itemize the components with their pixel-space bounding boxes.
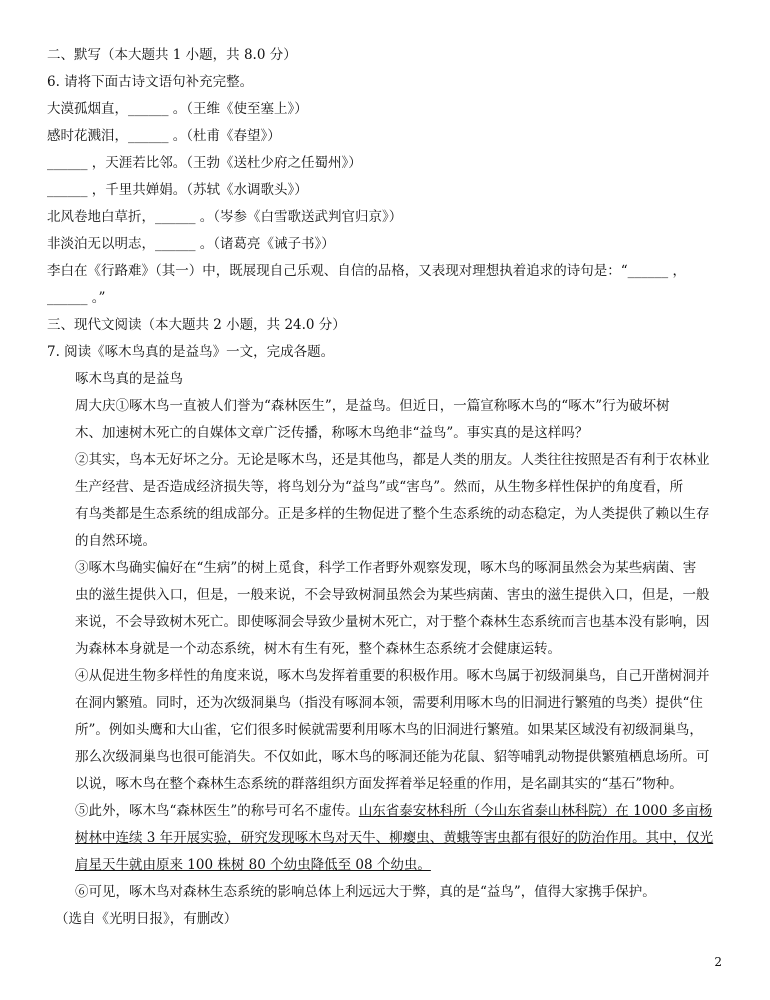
text-line [75,532,156,550]
text-line [75,748,710,766]
line-text: 在洞内繁殖。同时，还为次级洞巢鸟（指没有啄洞本领，需要利用啄木鸟的旧洞进行繁殖的鸟类）提供“住 [75,695,703,711]
text-line [75,613,710,631]
text-line [75,883,656,901]
line-text: ______ ，千里共婵娟。（苏轼《水调歌头》） [47,182,308,198]
line-text: 来说，不会导致树木死亡。即使啄洞会导致少量树木死亡，对于整个森林生态系统而言也基本没有影响，因 [75,614,710,630]
text-line [47,235,335,253]
line-text: 有鸟类都是生态系统的组成部分。正是多样的生物促进了整个生态系统的动态稳定，为人类提供了赖以生存 [75,506,710,522]
line-text: ③啄木鸟确实偏好在“生病”的树上觅食，科学工作者野外观察发现，啄木鸟的啄洞虽然会为某些病菌、害 [75,560,697,576]
text-line [75,775,683,793]
text-line [75,370,183,388]
line-text: 北风卷地白草折，______ 。（岑参《白雪歌送武判官归京》） [47,209,403,225]
text-line [47,154,362,172]
line-text: ⑤此外，啄木鸟“森林医生”的称号可名不虚传。 [75,803,359,819]
underlined-text: 树林中连续 3 年开展实验，研究发现啄木鸟对天牛、柳瘿虫、黄蛾等害虫都有很好的防治作用。其中，仅光 [75,830,714,846]
line-text: 那么次级洞巢鸟也很可能消失。不仅如此，啄木鸟的啄洞还能为花鼠、貂等哺乳动物提供繁殖栖息场所。可 [75,749,710,765]
line-text: 6. 请将下面古诗文语句补充完整。 [47,74,254,90]
line-text: 啄木鸟真的是益鸟 [75,371,183,387]
line-text: 以说，啄木鸟在整个森林生态系统的群落组织方面发挥着举足轻重的作用，是名副其实的“基石”物种。 [75,776,683,792]
text-line [47,73,253,91]
line-text: ______ 。” [47,290,106,306]
line-text: ④从促进生物多样性的角度来说，啄木鸟发挥着重要的积极作用。啄木鸟属于初级洞巢鸟，自己开凿树洞并 [75,668,710,684]
text-line [47,316,346,334]
text-line [75,478,683,496]
text-line [47,343,334,361]
text-line [75,802,712,820]
text-line [75,505,710,523]
line-text: 的自然环境。 [75,533,156,549]
text-line [47,289,105,307]
text-line [75,856,431,874]
line-text: 非淡泊无以明志，______ 。（诸葛亮《诫子书》） [47,236,335,252]
line-text: ______ ，天涯若比邻。（王勃《送杜少府之任蜀州》） [47,155,362,171]
line-text: 周大庆①啄木鸟一直被人们誉为“森林医生”，是益鸟。但近日，一篇宣称啄木鸟的“啄木”行为破坏树 [75,398,670,414]
underlined-text: 肩星天牛就由原来 100 株树 80 个幼虫降低至 08 个幼虫。 [75,857,431,873]
text-line [47,46,297,64]
line-text: 生产经营、是否造成经济损失等，将鸟划分为“益鸟”或“害鸟”。然而，从生物多样性保护的角度看，所 [75,479,684,495]
line-text: 三、现代文阅读（本大题共 2 小题，共 24.0 分） [47,317,346,333]
page-number: 2 [714,955,722,969]
line-text: 7. 阅读《啄木鸟真的是益鸟》一文，完成各题。 [47,344,335,360]
text-line [55,910,237,928]
text-line [47,100,308,118]
text-line [75,829,713,847]
line-text: 李白在《行路难》（其一）中，既展现自己乐观、自信的品格，又表现对理想执着追求的诗句是：“______ ， [47,263,686,279]
text-line [47,262,686,280]
text-line [75,694,703,712]
text-line [75,559,696,577]
line-text: 大漠孤烟直，______ 。（王维《使至塞上》） [47,101,308,117]
line-text: 二、默写（本大题共 1 小题，共 8.0 分） [47,47,297,63]
text-line [47,181,308,199]
text-line [75,586,710,604]
text-line [75,721,703,739]
text-line [75,640,561,658]
text-line [47,208,402,226]
line-text: 感时花溅泪，______ 。（杜甫《春望》） [47,128,281,144]
text-line [47,127,281,145]
text-line [75,397,670,415]
line-text: ⑥可见，啄木鸟对森林生态系统的影响总体上利远远大于弊，真的是“益鸟”，值得大家携手保护。 [75,884,656,900]
line-text: 虫的滋生提供入口，但是，一般来说，不会导致树洞虽然会为某些病菌、害虫的滋生提供入口，但是，一般 [75,587,710,603]
line-text: ②其实，鸟本无好坏之分。无论是啄木鸟，还是其他鸟，都是人类的朋友。人类往往按照是否有利于农林业 [75,452,710,468]
line-text: （选自《光明日报》，有删改） [55,911,238,927]
text-line [75,424,588,442]
underlined-text: 山东省泰安林科所（今山东省泰山林科院）在 1000 多亩杨 [358,803,713,819]
text-line [75,667,710,685]
text-line [75,451,710,469]
line-text: 木、加速树木死亡的自媒体文章广泛传播，称啄木鸟绝非“益鸟”。事实真的是这样吗？ [75,425,589,441]
line-text: 为森林本身就是一个动态系统，树木有生有死，整个森林生态系统才会健康运转。 [75,641,561,657]
line-text: 所”。例如头鹰和大山雀，它们很多时候就需要利用啄木鸟的旧洞进行繁殖。如果某区域没有初级洞巢鸟， [75,722,703,738]
